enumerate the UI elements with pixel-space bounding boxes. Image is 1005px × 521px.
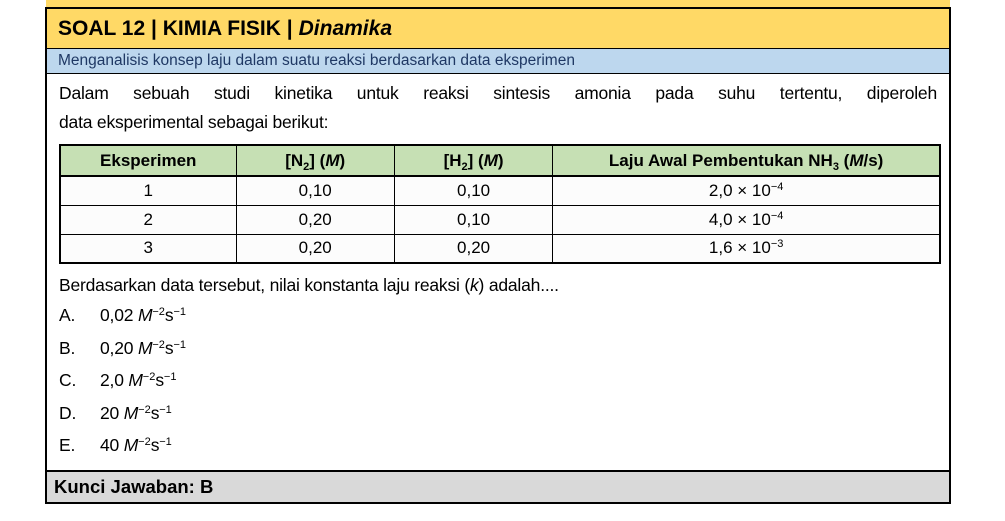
table-row	[60, 205, 940, 234]
question-topic: Dinamika	[298, 16, 392, 40]
table-header-h2: $[H_2]$ (M)	[394, 145, 552, 176]
option-e	[59, 431, 937, 464]
option-letter: A.	[59, 305, 76, 325]
option-a	[59, 301, 937, 334]
option-letter: E.	[59, 435, 76, 455]
objective-bar	[47, 49, 949, 74]
experiment-data-table	[59, 144, 941, 264]
cell-exp: 3	[60, 234, 236, 263]
option-value: 0,20 $M^{-2}s^{-1}$	[100, 337, 186, 358]
table-header-n2: $[N_2]$ (M)	[236, 145, 394, 176]
cell-exp: 2	[60, 205, 236, 234]
table-header-rate: Laju Awal Pembentukan $NH_3$ (M/s)	[553, 145, 940, 176]
answer-key-bar	[47, 470, 949, 502]
cell-rate: $1,6 \times 10^{-3}$	[553, 234, 940, 263]
question-title: SOAL 12 | KIMIA FISIK |	[58, 16, 293, 40]
table-header-row	[60, 145, 940, 176]
cell-n2: 0,20	[236, 205, 394, 234]
option-value: 2,0 $M^{-2}s^{-1}$	[100, 370, 177, 390]
table-row	[60, 234, 940, 263]
option-letter: D.	[59, 402, 77, 423]
cell-h2: 0,10	[394, 205, 552, 234]
option-value: 0,02 $M^{-2}s^{-1}$	[100, 305, 186, 325]
answer-key-text: Kunci Jawaban: B	[54, 476, 214, 497]
intro-paragraph	[59, 79, 937, 137]
question-card	[45, 7, 951, 504]
cell-h2: 0,10	[394, 176, 552, 205]
objective-text: Menganalisis konsep laju dalam suatu reaksi berdasarkan data eksperimen	[58, 52, 575, 69]
cell-h2: 0,20	[394, 234, 552, 263]
cell-rate: $2,0 \times 10^{-4}$	[553, 176, 940, 205]
option-b	[59, 334, 937, 367]
question-body	[47, 74, 949, 464]
option-c	[59, 366, 937, 399]
table-header-eksperimen: Eksperimen	[60, 145, 236, 176]
intro-line-2: data eksperimental sebagai berikut:	[59, 112, 329, 132]
question-title-bar	[47, 9, 949, 49]
table-row	[60, 176, 940, 205]
option-value: 40 $M^{-2}s^{-1}$	[100, 435, 172, 455]
cell-n2: 0,20	[236, 234, 394, 263]
option-d	[59, 399, 937, 432]
cell-exp: 1	[60, 176, 236, 205]
option-letter: B.	[59, 337, 76, 358]
cell-rate: $4,0 \times 10^{-4}$	[553, 205, 940, 234]
intro-line-1: Dalam sebuah studi kinetika untuk reaksi sintesis amonia pada suhu tertentu, diperoleh	[59, 83, 937, 103]
cell-n2: 0,10	[236, 176, 394, 205]
option-value: 20 $M^{-2}s^{-1}$	[100, 402, 172, 423]
answer-options	[59, 301, 937, 464]
option-letter: C.	[59, 370, 77, 390]
question-prompt: Berdasarkan data tersebut, nilai konstanta laju reaksi (k) adalah....	[59, 275, 559, 295]
top-yellow-sliver	[46, 0, 950, 7]
